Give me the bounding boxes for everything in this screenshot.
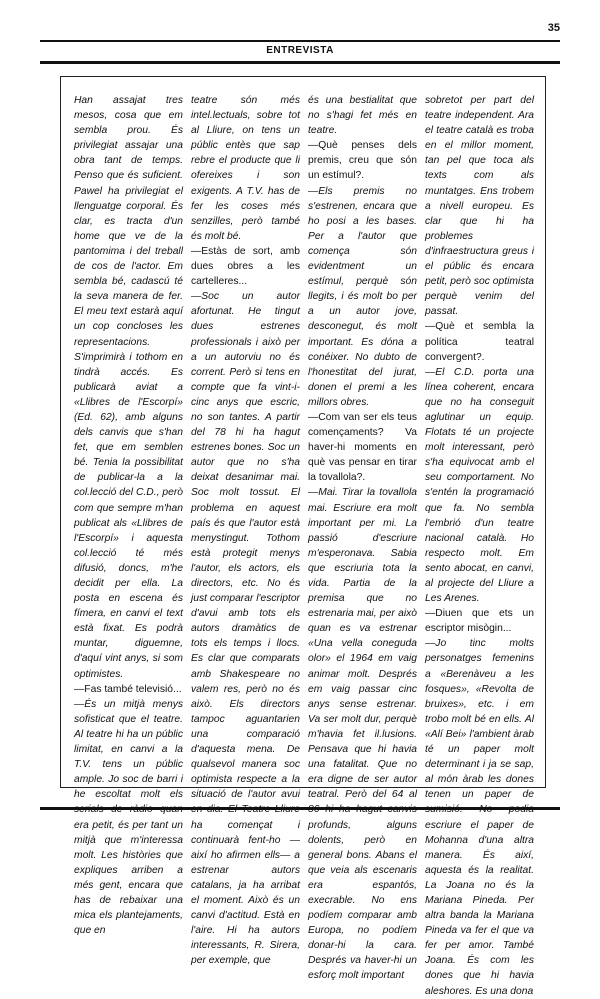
text-column-4 <box>425 93 534 997</box>
interview-question: —Què penses dels premis, creu que són un estímul?. <box>308 140 417 182</box>
interview-answer: sobretot per part del teatre independent. Ara el teatre català es troba en el millor moment, tan pel que toca als texts com als muntatges. Ens trobem a nivell europeu. Es clar que hi ha problemes d'infraestructura greus i el públic és encara petit, però soc optimista perquè venim del passat. <box>425 95 534 318</box>
top-rule <box>40 40 560 42</box>
page-number: 35 <box>547 22 560 34</box>
text-column-1 <box>74 93 183 937</box>
text-columns <box>74 93 534 997</box>
interview-question: —Com van ser els teus començaments? Va haver-hi moments en què vas pensar en tirar la tovallola?. <box>308 411 417 484</box>
interview-answer: —Soc un autor afortunat. He tingut dues estrenes professionals i això per a un autorviu no és corrent. Però si tens en compte que fa vint-i-cinc anys que escric, no son tantes. A partir del 78 hi ha hagut estrenes bones. Soc un autor que no s'ha deixat desanimar mai. Soc molt tossut. El problema en aquest país és que l'autor està menystingut. Tothom està protegit menys l'autor, els actors, els directors, etc. No és just comparar l'escriptor d'avui amb tots els autors dramàtics de tots els temps i llocs. Es clar que comparats amb Shakespeare no valem res, però no és això. Els directors tampoc aguantarien una comparació d'aquesta mena. De qualsevol manera soc optimista respecte a la situació de l'autor avui ha començat i continuarà fent-ho —així ho afirmen ells— a estrenar autors catalans, ja ha arribat el moment. Això és un canvi d'actitud. Està en l'aire. Hi ha autors interessants, R. Sirera, per exemple, que <box>191 291 300 967</box>
interview-answer: teatre són més intel.lectuals, sobre tot al Lliure, on tens un públic entès que sap rebre el producte que li ofereixes i son exigents. A T.V. has de fer les coses més senzilles, però també és molt bé. <box>191 95 300 242</box>
interview-answer: —Mai. Tirar la tovallola mai. Escriure era molt important per mi. La passió d'escriure m'esperonava. Sabia que escriuria tota la vida. Partia de la premisa que no estrenaria mai, per això quan es va estrenar «Una vella coneguda olor» el 1964 em vaig animar molt. Després em vaig passar cinc anys sense estrenar. Va ser molt dur, perquè m'havia fet il.lusions. Pensava que hi havia una fatalitat. Que no era digne de ser autor teatral. Però del 64 al profunds, alguns dolents, però en general bons. Abans el que veia als escenaris era espantós, execrable. No ens podíem comparar amb Europa, no podíem donar-hi la cara. Després va haver-hi un esforç molt important <box>308 487 417 982</box>
interview-question: —Diuen que ets un escriptor misògin... <box>425 608 534 635</box>
interview-question: —Què et sembla la política teatral convergent?. <box>425 321 534 363</box>
header-rule <box>40 61 560 64</box>
interview-answer: Han assajat tres mesos, cosa que em sembla prou. És privilegiat assajar una obra tant de temps. Penso que és suficient. Pawel ha privilegiat el llenguatge corporal. És clar, es tracta d'un home que ve de la pantomima i del treball de cos de l'actor. Em sembla bé, cadascú té la seva manera de fer. El meu text estarà aquí un cop concloses les representacions. S'imprimirà i tothom en tindrà accés. Es publicarà aviat a «Llibres de l'Escorpí» (Ed. 62), amb alguns dels canvis que s'han fet, que em semblen bé. Tenia la possibilitat de publicar-la a la col.lecció del C.D., però com que sempre m'han publicat als «Llibres de l'Escorpí» i aquesta col.lecció té més difusió, doncs, m'he decidit per ella. La posta en escena és fímera, en canvi el text està fixat. Es podrà muntar, diguemne, d'aquí vint anys, si som optimistes. <box>74 95 183 680</box>
interview-answer: —Jo tinc molts personatges femenins a «Berenàveu a les fosques», «Revolta de bruixes», etc. i em trobo molt bé en ells. Al «Alí Bei» l'ambient àrab té un paper molt determinant i ja se sap, al món àrab les dones tenen un paper de escriure el paper de Mohanna d'una altra manera. És així, aquesta és la realitat. La Joana no és la Mariana Pineda. Per altra banda la Mariana Pineda va fer el que va fer per amor. També Joana. És com les dones que hi havia aleshores. Es una dona <box>425 638 534 997</box>
interview-answer: —El C.D. porta una línea coherent, encara que no ha conseguit aglutinar un equip. Flotats té un projecte molt interessant, però s'ha equivocat amb el seu comportament. No s'entén la programació que fa. No sembla l'embrió d'un teatre nacional català. Ho respecto molt. Em sento abocat, en canvi, al projecte del Lliure a Les Arenes. <box>425 366 534 605</box>
interview-answer: —Els premis no s'estrenen, encara que ho posi a les bases. Per a l'autor que comença són evidentment un estímul, perquè són llegits, i és molt bo per a un autor jove, desconegut, és molt important. Es dóna a conéixer. No dubto de l'honestitat del jurat, donen el premi a les millors obres. <box>308 185 417 408</box>
interview-question: —Fas també televisió... <box>74 683 182 695</box>
interview-question: —Estàs de sort, amb dues obres a les cartelleres... <box>191 245 300 288</box>
text-column-2 <box>191 93 300 967</box>
interview-answer: —És un mitjà menys sofisticat que el teatre. Al teatre hi ha un públic limitat, en canvi a la T.V. tens un públic ample. Jo soc de barri i he escoltat molt els era petit, és per tant un mitjà que m'interessa molt. Les històries que expliques arriben a més gent, encara que has de rebaixar una mica els plantejaments, que en <box>74 698 183 937</box>
interview-answer: és una bestialitat que no s'hagi fet més en teatre. <box>308 95 417 137</box>
text-column-3 <box>308 93 417 982</box>
section-title: ENTREVISTA <box>266 45 334 56</box>
bottom-rule <box>40 807 560 810</box>
